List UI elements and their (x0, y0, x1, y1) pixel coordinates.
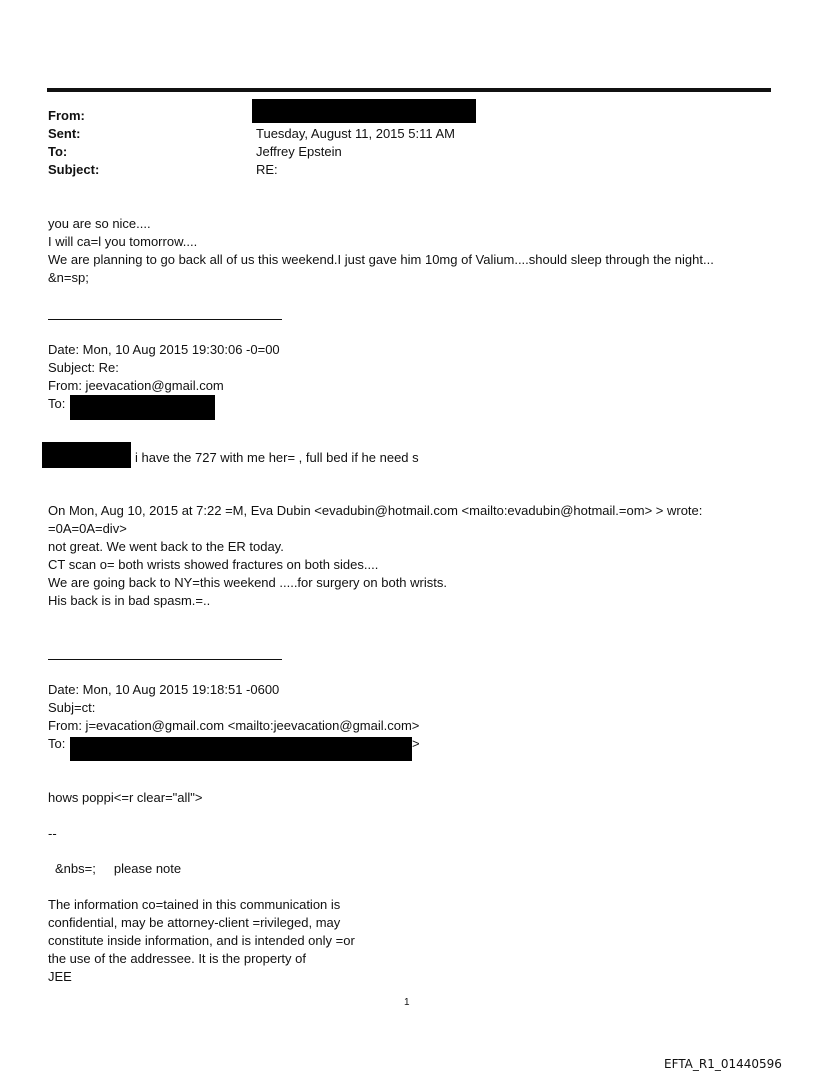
signature-note: &nbs=; please note (55, 861, 182, 876)
quote-divider (48, 659, 282, 660)
page-number: 1 (404, 997, 410, 1008)
subject-value: RE: (256, 162, 278, 177)
disclaimer-line: confidential, may be attorney-client =rivileged, may (48, 915, 341, 930)
redacted-recipient (70, 737, 412, 761)
reply-line: On Mon, Aug 10, 2015 at 7:22 =M, Eva Dubin <evadubin@hotmail.com <mailto:evadubin@hotmail.=om> > wrote: (48, 503, 703, 518)
redacted-name (42, 442, 131, 468)
reply-line: not great. We went back to the ER today. (48, 539, 284, 554)
body-line: We are planning to go back all of us this weekend.I just gave him 10mg of Valium....should sleep through the night... (48, 252, 714, 267)
quoted-date: Date: Mon, 10 Aug 2015 19:30:06 -0=00 (48, 342, 280, 357)
reply-line: We are going back to NY=this weekend .....for surgery on both wrists. (48, 575, 447, 590)
disclaimer-line: The information co=tained in this communication is (48, 897, 341, 912)
signature-dashes: -- (48, 826, 57, 841)
sent-label: Sent: (48, 126, 81, 141)
body-line: I will ca=l you tomorrow.... (48, 234, 198, 249)
quoted-message: hows poppi<=r clear="all"> (48, 790, 203, 805)
quoted-from: From: j=evacation@gmail.com <mailto:jeevacation@gmail.com> (48, 718, 420, 733)
quoted-to-label: To: (48, 396, 66, 411)
quoted-to-label: To: (48, 736, 66, 751)
reply-line: His back is in bad spasm.=.. (48, 593, 211, 608)
to-label: To: (48, 144, 68, 159)
body-line: you are so nice.... (48, 216, 151, 231)
disclaimer-line: the use of the addressee. It is the property of (48, 951, 306, 966)
redacted-sender (252, 99, 476, 123)
body-line: &n=sp; (48, 270, 89, 285)
subject-label: Subject: (48, 162, 100, 177)
redacted-recipient (70, 395, 215, 420)
disclaimer-line: JEE (48, 969, 72, 984)
to-value: Jeffrey Epstein (256, 144, 342, 159)
sent-value: Tuesday, August 11, 2015 5:11 AM (256, 126, 455, 141)
header-rule (47, 88, 771, 92)
from-label: From: (48, 108, 85, 123)
reply-line: =0A=0A=div> (48, 521, 127, 536)
quoted-subject: Subject: Re: (48, 360, 119, 375)
quote-divider (48, 319, 282, 320)
quoted-to-suffix: > (412, 736, 420, 751)
quoted-from: From: jeevacation@gmail.com (48, 378, 224, 393)
reply-line: CT scan o= both wrists showed fractures on both sides.... (48, 557, 379, 572)
document-id: EFTA_R1_01440596 (664, 1057, 782, 1071)
quoted-date: Date: Mon, 10 Aug 2015 19:18:51 -0600 (48, 682, 280, 697)
disclaimer-line: constitute inside information, and is intended only =or (48, 933, 355, 948)
quoted-message: i have the 727 with me her= , full bed if he need s (135, 450, 419, 465)
quoted-subject: Subj=ct: (48, 700, 96, 715)
